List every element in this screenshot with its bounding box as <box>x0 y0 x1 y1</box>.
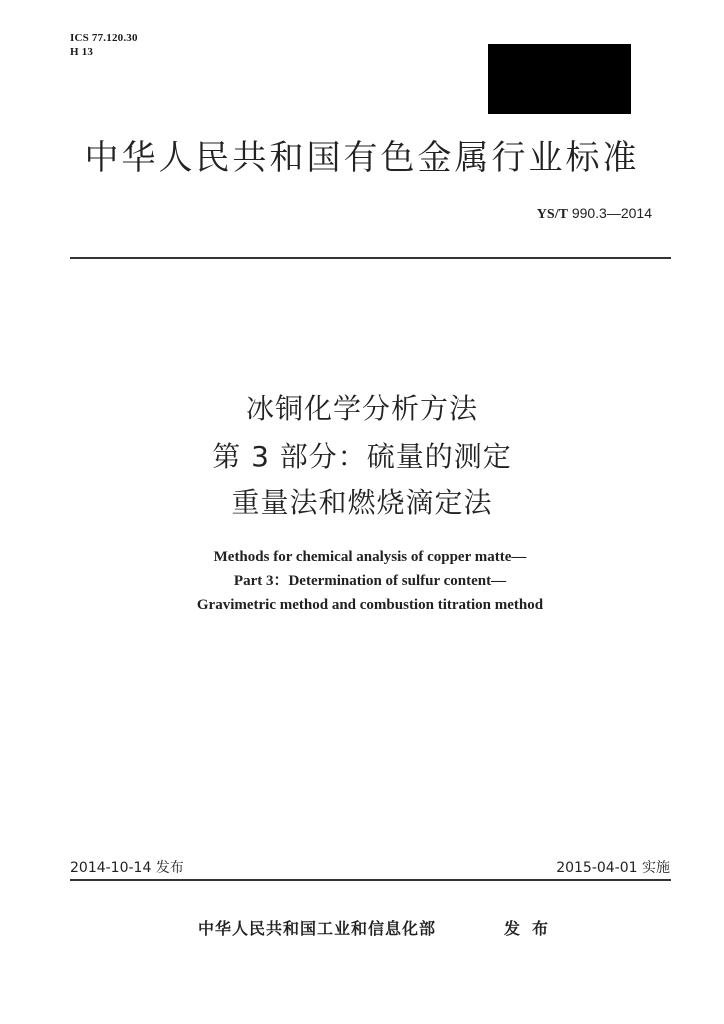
english-title-line-2: Part 3：Determination of sulfur content— <box>233 573 507 589</box>
english-title-line-3: Gravimetric method and combustion titration method <box>196 597 544 613</box>
redaction-box <box>488 44 631 114</box>
implementation-date: 2015-04-01 实施 <box>556 860 670 876</box>
publish-label: 发布 <box>504 919 561 938</box>
industry-standard-title: 中华人民共和国有色金属行业标准 <box>84 138 640 178</box>
standard-prefix: YS/T <box>536 207 568 222</box>
english-title-line-1: Methods for chemical analysis of copper matte— <box>213 549 527 565</box>
classification-codes <box>70 31 138 59</box>
chinese-title-line-2: 第 3 部分：硫量的测定 <box>212 440 512 473</box>
ics-code: ICS 77.120.30 <box>70 32 138 44</box>
issue-date: 2014-10-14 发布 <box>70 860 184 876</box>
ccs-code: H 13 <box>70 46 94 58</box>
header-divider <box>70 257 671 259</box>
chinese-title-line-1: 冰铜化学分析方法 <box>245 392 478 425</box>
chinese-title-line-3: 重量法和燃烧滴定法 <box>231 486 493 519</box>
standard-code: 990.3—2014 <box>571 205 652 221</box>
publisher-name: 中华人民共和国工业和信息化部 <box>198 919 437 938</box>
footer-divider <box>70 879 671 881</box>
standard-number <box>537 205 652 223</box>
